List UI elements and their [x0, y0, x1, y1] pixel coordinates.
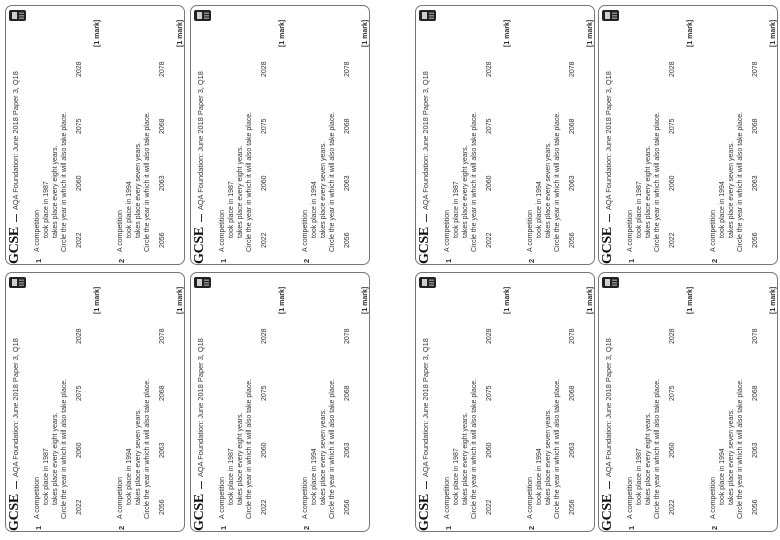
question-1: [217, 6, 293, 265]
question-text: takes place every seven years.: [545, 408, 552, 505]
calculator-phone-icon: [419, 277, 436, 288]
question-instruction: Circle the year in which it will also take place.: [654, 111, 661, 252]
exam-source: AQA Foundation: June 2018 Paper 3, Q18: [11, 338, 20, 477]
question-number: 1: [627, 525, 636, 530]
question-text: A competition: [219, 209, 226, 252]
marks-label: [1 mark]: [770, 286, 777, 314]
marks-label: [1 mark]: [362, 19, 369, 47]
question-2: [525, 6, 595, 265]
answer-option[interactable]: 2078: [344, 61, 351, 77]
question-text: A competition: [34, 209, 41, 252]
answer-option[interactable]: 2078: [344, 328, 351, 344]
answer-option[interactable]: 2075: [76, 385, 83, 401]
question-1: [625, 6, 701, 265]
answer-option[interactable]: 2078: [159, 61, 166, 77]
answer-option[interactable]: 2022: [669, 232, 676, 248]
exam-source: AQA Foundation: June 2018 Paper 3, Q18: [421, 338, 430, 477]
marks-label: [1 mark]: [279, 286, 286, 314]
question-text: took place in 1994: [719, 181, 726, 238]
worksheet-card: [415, 5, 595, 265]
answer-option[interactable]: 2075: [669, 118, 676, 134]
header-divider: [201, 481, 202, 489]
answer-option[interactable]: 2078: [752, 328, 759, 344]
question-text: takes place every eight years.: [645, 412, 652, 505]
header-divider: [609, 481, 610, 489]
answer-option[interactable]: 2056: [344, 232, 351, 248]
marks-label: [1 mark]: [687, 19, 694, 47]
question-text: took place in 1987: [636, 181, 643, 238]
answer-option[interactable]: 2068: [569, 118, 576, 134]
question-1: [32, 6, 108, 265]
answer-option[interactable]: 2022: [486, 232, 493, 248]
worksheet-card: [5, 272, 185, 532]
header-divider: [16, 481, 17, 489]
answer-option[interactable]: 2075: [261, 118, 268, 134]
answer-option[interactable]: 2068: [569, 385, 576, 401]
answer-option[interactable]: 2022: [261, 232, 268, 248]
card-content: [191, 6, 370, 265]
header-divider: [426, 481, 427, 489]
answer-option[interactable]: 2075: [486, 118, 493, 134]
gcse-logo: GCSE: [417, 494, 432, 531]
answer-option[interactable]: 2063: [344, 442, 351, 458]
question-2: [300, 273, 370, 532]
answer-option[interactable]: 2056: [159, 499, 166, 515]
question-text: takes place every eight years.: [462, 145, 469, 238]
question-2: [115, 273, 185, 532]
calculator-phone-icon: [602, 10, 619, 21]
marks-label: [1 mark]: [94, 286, 101, 314]
gcse-logo: GCSE: [417, 227, 432, 264]
question-text: took place in 1987: [636, 448, 643, 505]
question-instruction: Circle the year in which it will also take place.: [471, 111, 478, 252]
question-text: takes place every seven years.: [320, 408, 327, 505]
calculator-phone-icon: [194, 277, 211, 288]
question-text: took place in 1994: [311, 181, 318, 238]
answer-option[interactable]: 2068: [159, 118, 166, 134]
marks-label: [1 mark]: [687, 286, 694, 314]
card-content: [6, 273, 185, 532]
question-text: A competition: [302, 209, 309, 252]
answer-option[interactable]: 2078: [569, 328, 576, 344]
answer-option[interactable]: 2028: [261, 61, 268, 77]
answer-option[interactable]: 2056: [159, 232, 166, 248]
card-content: [416, 273, 595, 532]
question-text: A competition: [627, 209, 634, 252]
answer-option[interactable]: 2063: [569, 175, 576, 191]
worksheet-card: [190, 272, 370, 532]
calculator-phone-icon: [9, 10, 26, 21]
answer-option[interactable]: 2078: [159, 328, 166, 344]
answer-option[interactable]: 2056: [569, 232, 576, 248]
answer-option[interactable]: 2078: [569, 61, 576, 77]
answer-option[interactable]: 2075: [486, 385, 493, 401]
answer-option[interactable]: 2060: [486, 442, 493, 458]
question-instruction: Circle the year in which it will also take place.: [246, 111, 253, 252]
card-content: [599, 273, 778, 532]
question-1: [442, 6, 518, 265]
question-instruction: Circle the year in which it will also take place.: [654, 378, 661, 519]
question-number: 1: [444, 525, 453, 530]
question-instruction: Circle the year in which it will also take place.: [329, 378, 336, 519]
question-text: takes place every eight years.: [462, 412, 469, 505]
card-content: [599, 6, 778, 265]
answer-option[interactable]: 2060: [669, 442, 676, 458]
question-text: takes place every seven years.: [728, 408, 735, 505]
answer-option[interactable]: 2060: [261, 442, 268, 458]
question-number: 2: [710, 258, 719, 263]
answer-option[interactable]: 2022: [76, 499, 83, 515]
marks-label: [1 mark]: [587, 19, 594, 47]
question-instruction: Circle the year in which it will also take place.: [554, 111, 561, 252]
question-text: took place in 1994: [536, 181, 543, 238]
answer-option[interactable]: 2022: [76, 232, 83, 248]
question-number: 2: [117, 258, 126, 263]
question-text: takes place every eight years.: [52, 145, 59, 238]
answer-option[interactable]: 2075: [261, 385, 268, 401]
question-instruction: Circle the year in which it will also take place.: [246, 378, 253, 519]
header-divider: [201, 214, 202, 222]
gcse-logo: GCSE: [600, 227, 615, 264]
question-text: takes place every seven years.: [320, 141, 327, 238]
question-text: takes place every eight years.: [237, 145, 244, 238]
card-header: [599, 6, 621, 265]
card-content: [191, 273, 370, 532]
question-instruction: Circle the year in which it will also take place.: [61, 111, 68, 252]
answer-option[interactable]: 2068: [344, 118, 351, 134]
question-instruction: Circle the year in which it will also take place.: [144, 111, 151, 252]
worksheet-card: [415, 272, 595, 532]
answer-option[interactable]: 2063: [159, 442, 166, 458]
question-text: took place in 1994: [126, 181, 133, 238]
question-text: took place in 1987: [228, 181, 235, 238]
marks-label: [1 mark]: [770, 19, 777, 47]
answer-option[interactable]: 2068: [752, 385, 759, 401]
question-text: A competition: [34, 476, 41, 519]
question-number: 2: [117, 525, 126, 530]
answer-option[interactable]: 2060: [669, 175, 676, 191]
question-instruction: Circle the year in which it will also take place.: [737, 111, 744, 252]
calculator-phone-icon: [194, 10, 211, 21]
header-divider: [426, 214, 427, 222]
question-2: [708, 273, 778, 532]
header-divider: [16, 214, 17, 222]
question-text: takes place every eight years.: [237, 412, 244, 505]
card-header: [416, 6, 438, 265]
marks-label: [1 mark]: [94, 19, 101, 47]
question-text: took place in 1994: [126, 448, 133, 505]
answer-option[interactable]: 2028: [486, 61, 493, 77]
question-2: [115, 6, 185, 265]
question-instruction: Circle the year in which it will also take place.: [737, 378, 744, 519]
answer-option[interactable]: 2028: [76, 328, 83, 344]
question-text: A competition: [710, 209, 717, 252]
marks-label: [1 mark]: [362, 286, 369, 314]
gcse-logo: GCSE: [192, 227, 207, 264]
answer-option[interactable]: 2060: [76, 442, 83, 458]
card-content: [416, 6, 595, 265]
card-header: [191, 6, 213, 265]
question-text: took place in 1994: [536, 448, 543, 505]
calculator-phone-icon: [9, 277, 26, 288]
marks-label: [1 mark]: [177, 19, 184, 47]
question-number: 2: [302, 525, 311, 530]
question-number: 2: [710, 525, 719, 530]
answer-option[interactable]: 2068: [344, 385, 351, 401]
question-text: takes place every seven years.: [545, 141, 552, 238]
marks-label: [1 mark]: [587, 286, 594, 314]
answer-option[interactable]: 2075: [76, 118, 83, 134]
question-text: A competition: [117, 209, 124, 252]
question-number: 1: [34, 525, 43, 530]
question-text: A competition: [527, 476, 534, 519]
question-number: 2: [527, 258, 536, 263]
question-number: 1: [34, 258, 43, 263]
question-text: takes place every eight years.: [645, 145, 652, 238]
answer-option[interactable]: 2068: [159, 385, 166, 401]
answer-option[interactable]: 2056: [344, 499, 351, 515]
answer-option[interactable]: 2022: [261, 499, 268, 515]
answer-option[interactable]: 2022: [669, 499, 676, 515]
answer-option[interactable]: 2056: [569, 499, 576, 515]
answer-option[interactable]: 2028: [261, 328, 268, 344]
question-text: A competition: [219, 476, 226, 519]
question-1: [442, 273, 518, 532]
gcse-logo: GCSE: [7, 227, 22, 264]
question-2: [300, 6, 370, 265]
answer-option[interactable]: 2078: [752, 61, 759, 77]
card-header: [6, 6, 28, 265]
question-number: 2: [302, 258, 311, 263]
answer-option[interactable]: 2063: [569, 442, 576, 458]
question-instruction: Circle the year in which it will also take place.: [144, 378, 151, 519]
question-instruction: Circle the year in which it will also take place.: [61, 378, 68, 519]
answer-option[interactable]: 2028: [76, 61, 83, 77]
exam-source: AQA Foundation: June 2018 Paper 3, Q18: [421, 71, 430, 210]
answer-option[interactable]: 2063: [752, 442, 759, 458]
answer-option[interactable]: 2063: [344, 175, 351, 191]
calculator-phone-icon: [419, 10, 436, 21]
question-text: A competition: [527, 209, 534, 252]
question-number: 1: [444, 258, 453, 263]
question-text: took place in 1987: [43, 448, 50, 505]
answer-option[interactable]: 2063: [159, 175, 166, 191]
question-text: takes place every seven years.: [135, 408, 142, 505]
question-text: took place in 1987: [43, 181, 50, 238]
question-text: A competition: [117, 476, 124, 519]
question-instruction: Circle the year in which it will also take place.: [471, 378, 478, 519]
question-text: A competition: [444, 209, 451, 252]
question-1: [625, 273, 701, 532]
question-2: [708, 6, 778, 265]
card-header: [416, 273, 438, 532]
question-text: A competition: [710, 476, 717, 519]
answer-option[interactable]: 2028: [669, 61, 676, 77]
answer-option[interactable]: 2075: [669, 385, 676, 401]
answer-option[interactable]: 2056: [752, 499, 759, 515]
question-text: took place in 1994: [311, 448, 318, 505]
question-text: A competition: [627, 476, 634, 519]
question-2: [525, 273, 595, 532]
answer-option[interactable]: 2060: [76, 175, 83, 191]
exam-source: AQA Foundation: June 2018 Paper 3, Q18: [196, 71, 205, 210]
question-text: took place in 1987: [453, 448, 460, 505]
question-text: A competition: [444, 476, 451, 519]
worksheet-card: [5, 5, 185, 265]
question-number: 1: [219, 258, 228, 263]
answer-option[interactable]: 2060: [261, 175, 268, 191]
marks-label: [1 mark]: [504, 19, 511, 47]
header-divider: [609, 214, 610, 222]
question-instruction: Circle the year in which it will also take place.: [554, 378, 561, 519]
answer-option[interactable]: 2060: [486, 175, 493, 191]
gcse-logo: GCSE: [7, 494, 22, 531]
answer-option[interactable]: 2056: [752, 232, 759, 248]
card-header: [191, 273, 213, 532]
question-text: takes place every seven years.: [728, 141, 735, 238]
exam-source: AQA Foundation: June 2018 Paper 3, Q18: [11, 71, 20, 210]
question-number: 1: [219, 525, 228, 530]
exam-source: AQA Foundation: June 2018 Paper 3, Q18: [604, 71, 613, 210]
question-text: takes place every eight years.: [52, 412, 59, 505]
question-text: A competition: [302, 476, 309, 519]
calculator-phone-icon: [602, 277, 619, 288]
question-number: 1: [627, 258, 636, 263]
question-text: took place in 1987: [453, 181, 460, 238]
answer-option[interactable]: 2028: [669, 328, 676, 344]
worksheet-card: [598, 5, 778, 265]
marks-label: [1 mark]: [279, 19, 286, 47]
marks-label: [1 mark]: [504, 286, 511, 314]
marks-label: [1 mark]: [177, 286, 184, 314]
question-1: [32, 273, 108, 532]
gcse-logo: GCSE: [192, 494, 207, 531]
exam-source: AQA Foundation: June 2018 Paper 3, Q18: [604, 338, 613, 477]
answer-option[interactable]: 2063: [752, 175, 759, 191]
exam-source: AQA Foundation: June 2018 Paper 3, Q18: [196, 338, 205, 477]
card-header: [599, 273, 621, 532]
answer-option[interactable]: 2028: [486, 328, 493, 344]
question-text: takes place every seven years.: [135, 141, 142, 238]
question-text: took place in 1987: [228, 448, 235, 505]
worksheet-card: [598, 272, 778, 532]
question-number: 2: [527, 525, 536, 530]
question-1: [217, 273, 293, 532]
question-text: took place in 1994: [719, 448, 726, 505]
card-content: [6, 6, 185, 265]
card-header: [6, 273, 28, 532]
worksheet-card: [190, 5, 370, 265]
gcse-logo: GCSE: [600, 494, 615, 531]
answer-option[interactable]: 2068: [752, 118, 759, 134]
question-instruction: Circle the year in which it will also take place.: [329, 111, 336, 252]
answer-option[interactable]: 2022: [486, 499, 493, 515]
